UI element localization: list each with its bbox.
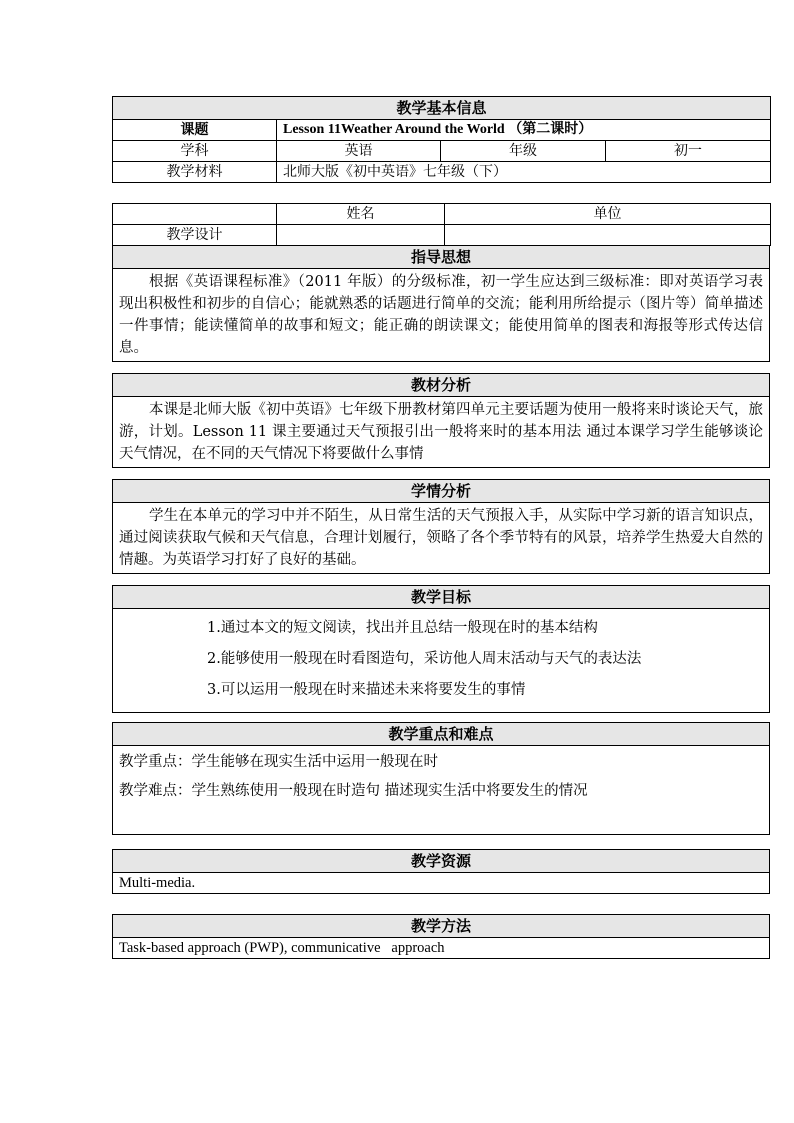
- name-label: 姓名: [277, 204, 445, 225]
- guiding-header: 指导思想: [112, 246, 770, 269]
- students-text: 学生在本单元的学习中并不陌生，从日常生活的天气预报入手，从实际中学习新的语言知识点，通过阅读获取气候和天气信息，合理计划履行，领略了各个季节特有的风景，培养学生热爱大自然的情趣。为英语学习打好了良好的基础。: [112, 503, 770, 574]
- design-table: [112, 203, 771, 246]
- grade-value: 初一: [606, 141, 771, 162]
- resources-text: Multi-media.: [112, 873, 770, 894]
- basic-info-section: [112, 96, 770, 183]
- basic-info-header: 教学基本信息: [113, 97, 771, 120]
- resources-section: [112, 849, 770, 894]
- design-empty-cell: [113, 204, 277, 225]
- objectives-list: [112, 609, 770, 713]
- unit-value-cell: [445, 225, 771, 246]
- unit-label: 单位: [445, 204, 771, 225]
- topic-value: Lesson 11Weather Around the World （第二课时）: [277, 120, 771, 141]
- textbook-text: 本课是北师大版《初中英语》七年级下册教材第四单元主要话题为使用一般将来时谈论天气，旅游，计划。Lesson 11 课主要通过天气预报引出一般将来时的基本用法 通过本课学习学生能够谈论天气情况，在不同的天气情况下将要做什么事情: [112, 397, 770, 468]
- objectives-header: 教学目标: [112, 585, 770, 609]
- teaching-difficulty: 教学难点：学生熟练使用一般现在时造句 描述现实生活中将要发生的情况: [119, 783, 588, 799]
- textbook-section: [112, 373, 770, 468]
- resources-header: 教学资源: [112, 849, 770, 873]
- key-points-section: [112, 722, 770, 835]
- basic-info-table: [112, 96, 771, 183]
- subject-label: 学科: [113, 141, 277, 162]
- material-value: 北师大版《初中英语》七年级（下）: [277, 162, 771, 183]
- key-points-body: [112, 746, 770, 835]
- methods-text: Task-based approach (PWP), communicative approach: [112, 938, 770, 959]
- design-section: [112, 203, 770, 362]
- students-header: 学情分析: [112, 479, 770, 503]
- topic-label: 课题: [113, 120, 277, 141]
- grade-label: 年级: [441, 141, 606, 162]
- key-points-header: 教学重点和难点: [112, 722, 770, 746]
- guiding-text: 根据《英语课程标准》（2011 年版）的分级标准，初一学生应达到三级标准：即对英语学习表现出积极性和初步的自信心；能就熟悉的话题进行简单的交流；能利用所给提示（图片等）简单描述一件事情；能读懂简单的故事和短文；能正确的朗读课文；能使用简单的图表和海报等形式传达信息。: [112, 269, 770, 362]
- objective-item: 1.通过本文的短文阅读，找出并且总结一般现在时的基本结构: [207, 620, 598, 636]
- objective-item: 2.能够使用一般现在时看图造句，采访他人周末活动与天气的表达法: [207, 651, 642, 667]
- objective-item: 3.可以运用一般现在时来描述未来将要发生的事情: [207, 682, 526, 698]
- methods-header: 教学方法: [112, 914, 770, 938]
- subject-value: 英语: [277, 141, 441, 162]
- material-label: 教学材料: [113, 162, 277, 183]
- teaching-focus: 教学重点：学生能够在现实生活中运用一般现在时: [119, 754, 438, 770]
- students-section: [112, 479, 770, 574]
- design-label: 教学设计: [113, 225, 277, 246]
- methods-section: [112, 914, 770, 959]
- name-value-cell: [277, 225, 445, 246]
- textbook-header: 教材分析: [112, 373, 770, 397]
- objectives-section: [112, 585, 770, 713]
